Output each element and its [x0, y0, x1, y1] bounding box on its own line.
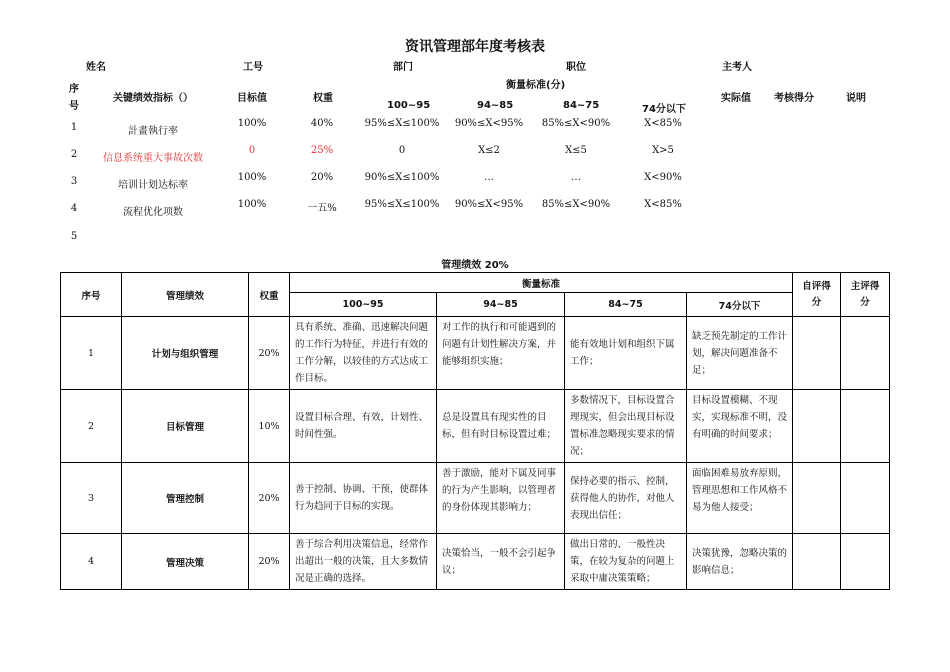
kpi-seq-header: 序: [69, 84, 79, 95]
kpi-seq: 3: [70, 176, 78, 187]
mgmt-level-4: 目标设置模糊、不现实，实现标准不明，没有明确的时间要求；: [687, 390, 793, 463]
self-score-line-2: 分: [811, 296, 822, 308]
mgmt-level-2: 总是设置具有现实性的目标，但有时目标设置过难；: [437, 390, 565, 463]
mgmt-level-1: 具有系统、准确、迅速解决问题的工作行为特征，并进行有效的工作分解，以较佳的方式达成工作目标。: [290, 317, 437, 390]
kpi-level-3-header: 84~75: [563, 100, 600, 111]
kpi-name: 培训计划达标率: [118, 180, 188, 191]
kpi-seq: 1: [70, 122, 78, 133]
supervisor-score-cell[interactable]: [841, 534, 890, 590]
kpi-target: 100%: [237, 118, 267, 129]
kpi-weight: 25%: [310, 145, 334, 156]
department-label: 部门: [393, 62, 413, 73]
mgmt-seq: 3: [61, 463, 122, 534]
mgmt-item: 计划与组织管理: [122, 317, 249, 390]
self-score-line-1: 自评得: [802, 280, 831, 292]
kpi-seq-header-2: 号: [69, 101, 79, 112]
kpi-level-3: 85%≤X<90%: [541, 199, 611, 210]
kpi-level-3: 85%≤X<90%: [541, 118, 611, 129]
kpi-level-3: …: [571, 172, 581, 183]
kpi-seq: 4: [70, 203, 78, 214]
supervisor-score-cell[interactable]: [841, 390, 890, 463]
management-section-title: 管理绩效 20%: [441, 260, 509, 271]
mgmt-level-3-header: 84~75: [565, 293, 687, 317]
kpi-actual-header: 实际值: [721, 93, 751, 104]
kpi-level-2: 90%≤X<95%: [454, 199, 524, 210]
table-row: [61, 463, 890, 534]
kpi-level-4-header: 74分以下: [642, 104, 686, 115]
kpi-name: 計畫執行率: [128, 126, 178, 137]
kpi-target: 0: [248, 145, 256, 156]
mgmt-level-2: 对工作的执行和可能遇到的问题有计划性解决方案，并能够组织实施；: [437, 317, 565, 390]
mgmt-level-2-header: 94~85: [437, 293, 565, 317]
mgmt-level-1: 善于控制、协调、干预，使群体行为趋同于目标的实现。: [290, 463, 437, 534]
kpi-level-4: X<90%: [644, 172, 682, 183]
kpi-level-1-header: 100~95: [387, 100, 431, 111]
mgmt-weight: 20%: [249, 534, 290, 590]
kpi-level-1: 0: [398, 145, 406, 156]
mgmt-level-3: 保持必要的指示、控制，获得他人的协作，对他人表现出信任；: [565, 463, 687, 534]
mgmt-level-4-header: 74分以下: [687, 293, 793, 317]
kpi-name: 信息系统重大事故次数: [103, 153, 203, 164]
kpi-weight: 一五%: [307, 203, 337, 214]
self-score-cell[interactable]: [793, 317, 841, 390]
table-row: [61, 317, 890, 390]
kpi-score-header: 考核得分: [774, 93, 814, 104]
kpi-level-2: …: [484, 172, 494, 183]
position-label: 职位: [566, 62, 586, 73]
mgmt-standard-header: 衡量标准: [290, 273, 793, 293]
kpi-note-header: 说明: [846, 93, 866, 104]
kpi-target: 100%: [237, 172, 267, 183]
kpi-level-1: 90%≤X≤100%: [364, 172, 440, 183]
self-score-cell[interactable]: [793, 534, 841, 590]
kpi-standard-header: 衡量标准(分): [506, 80, 566, 91]
mgmt-item: 目标管理: [122, 390, 249, 463]
supervisor-score-line-1: 主评得: [850, 280, 880, 292]
kpi-indicator-header: 关键绩效指标（）: [113, 93, 193, 104]
table-row: [61, 390, 890, 463]
kpi-name: 流程优化项数: [123, 207, 183, 218]
mgmt-level-4: 决策犹豫，忽略决策的影响信息；: [687, 534, 793, 590]
mgmt-weight: 10%: [249, 390, 290, 463]
kpi-level-4: X>5: [652, 145, 674, 156]
kpi-target-header: 目标值: [237, 93, 267, 104]
kpi-level-2: 90%≤X<95%: [454, 118, 524, 129]
name-label: 姓名: [86, 62, 106, 73]
kpi-level-2-header: 94~85: [477, 100, 514, 111]
management-header-row: [61, 273, 890, 293]
management-performance-table: [60, 272, 890, 590]
page-title: 资讯管理部年度考核表: [405, 39, 545, 55]
mgmt-seq-header: 序号: [61, 273, 122, 317]
mgmt-seq: 1: [61, 317, 122, 390]
mgmt-level-4: 缺乏预先制定的工作计划，解决问题准备不足；: [687, 317, 793, 390]
mgmt-level-3: 做出日常的、一般性决策，在较为复杂的问题上采取中庸决策策略；: [565, 534, 687, 590]
mgmt-self-score-header: [793, 273, 841, 317]
mgmt-item-header: 管理绩效: [122, 273, 249, 317]
mgmt-item: 管理控制: [122, 463, 249, 534]
kpi-weight: 40%: [310, 118, 334, 129]
supervisor-score-cell[interactable]: [841, 463, 890, 534]
mgmt-level-2: 决策恰当，一般不会引起争议；: [437, 534, 565, 590]
mgmt-weight: 20%: [249, 463, 290, 534]
mgmt-level-1: 设置目标合理、有效，计划性、时间性强。: [290, 390, 437, 463]
mgmt-supervisor-score-header: [841, 273, 890, 317]
mgmt-weight: 20%: [249, 317, 290, 390]
mgmt-level-1: 善于综合利用决策信息，经常作出超出一般的决策，且大多数情况是正确的选择。: [290, 534, 437, 590]
mgmt-seq: 4: [61, 534, 122, 590]
kpi-weight: 20%: [310, 172, 334, 183]
kpi-seq: 2: [70, 149, 78, 160]
mgmt-level-3: 多数情况下，目标设置合理现实，但会出现目标设置标准忽略现实要求的情况；: [565, 390, 687, 463]
self-score-cell[interactable]: [793, 390, 841, 463]
employee-id-label: 工号: [243, 62, 263, 73]
mgmt-seq: 2: [61, 390, 122, 463]
kpi-weight-header: 权重: [313, 93, 333, 104]
mgmt-level-1-header: 100~95: [290, 293, 437, 317]
kpi-level-1: 95%≤X≤100%: [364, 199, 440, 210]
mgmt-level-2: 善于激励，能对下属及同事的行为产生影响，以管理者的身份体现其影响力；: [437, 463, 565, 534]
kpi-level-4: X<85%: [644, 118, 682, 129]
supervisor-score-line-2: 分: [860, 296, 870, 308]
mgmt-weight-header: 权重: [249, 273, 290, 317]
mgmt-level-4: 面临困难易放弃原则，管理思想和工作风格不易为他人接受；: [687, 463, 793, 534]
kpi-target: 100%: [237, 199, 267, 210]
kpi-level-3: X≤5: [565, 145, 587, 156]
mgmt-level-3: 能有效地计划和组织下属工作；: [565, 317, 687, 390]
table-row: [61, 534, 890, 590]
kpi-seq: 5: [70, 231, 78, 242]
self-score-cell[interactable]: [793, 463, 841, 534]
kpi-level-2: X≤2: [478, 145, 500, 156]
kpi-level-1: 95%≤X≤100%: [364, 118, 440, 129]
kpi-level-4: X<85%: [644, 199, 682, 210]
supervisor-score-cell[interactable]: [841, 317, 890, 390]
assessor-label: 主考人: [722, 62, 752, 73]
mgmt-item: 管理决策: [122, 534, 249, 590]
